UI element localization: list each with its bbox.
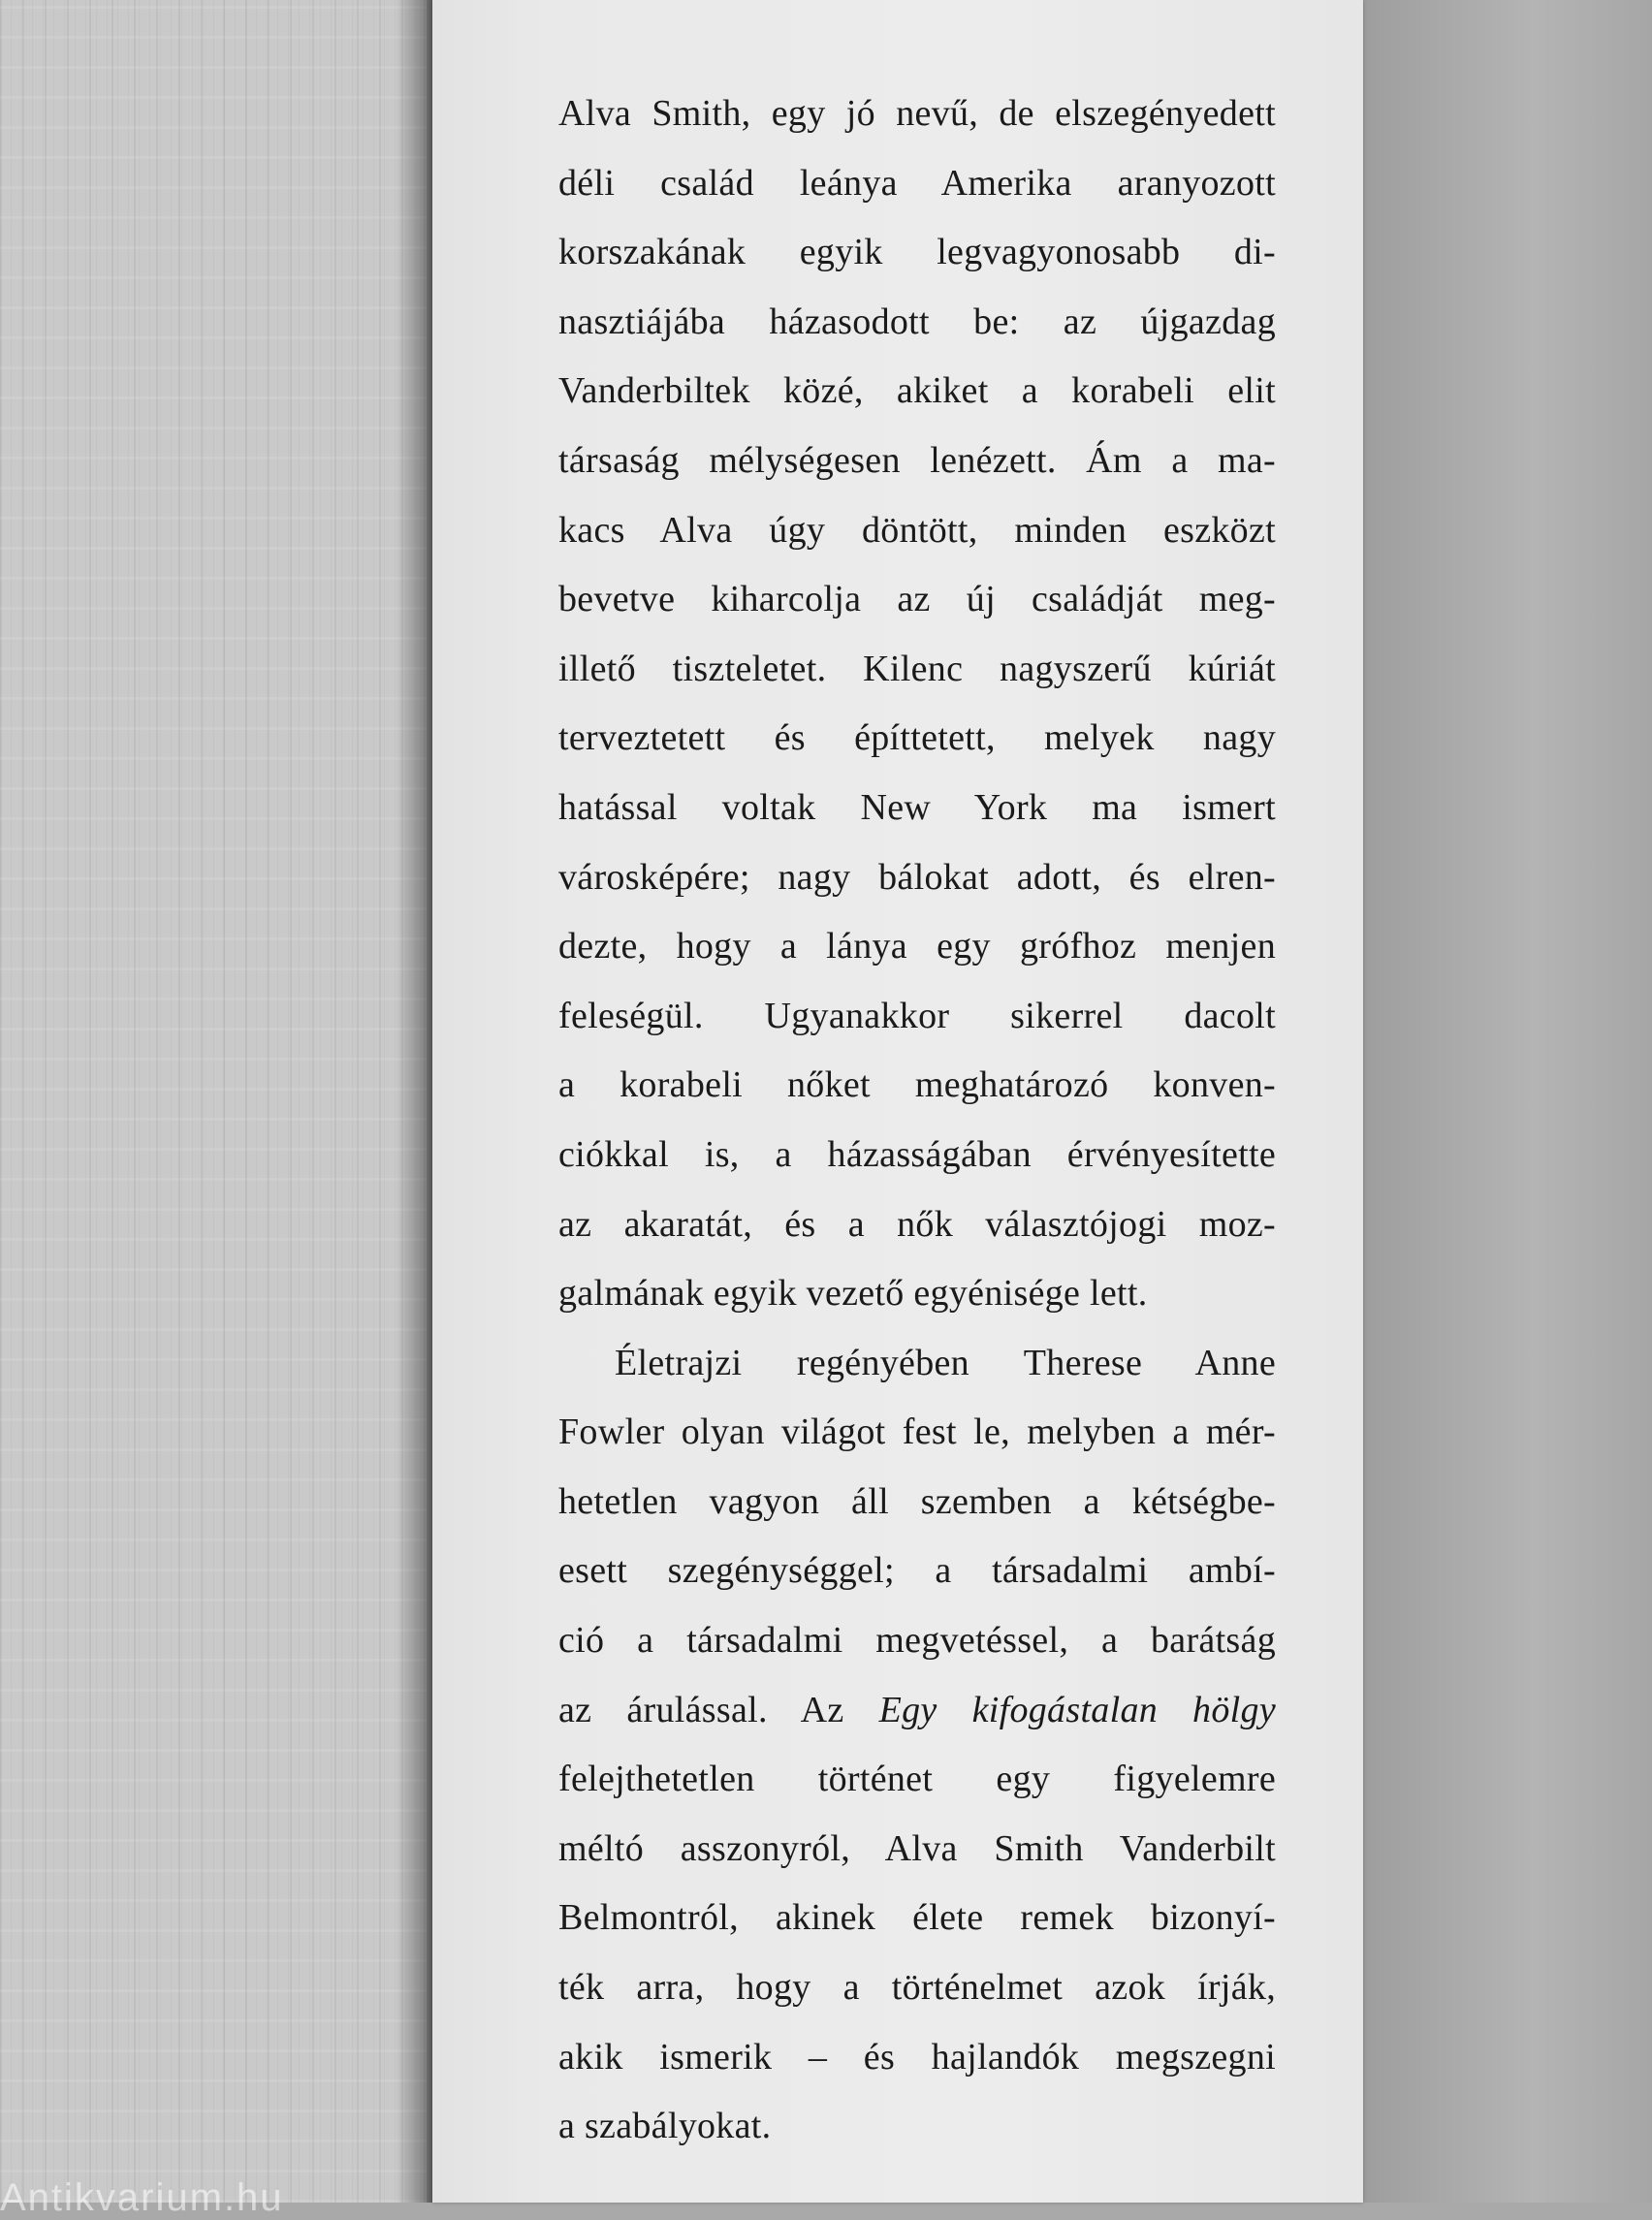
paragraph-2 <box>558 1329 1276 2162</box>
book-title: Egy kifogástalan hölgy <box>878 1689 1276 1730</box>
text-line: déli család leánya Amerika aranyozott <box>558 162 1276 204</box>
text-line: dezte, hogy a lánya egy grófhoz menjen <box>558 926 1276 967</box>
text-line: Belmontról, akinek élete remek bizonyí- <box>558 1897 1276 1939</box>
text-line: korszakának egyik legvagyonosabb di- <box>558 232 1276 273</box>
text-line: ciókkal is, a házasságában érvényesítette <box>558 1133 1276 1175</box>
text-line: városképére; nagy bálokat adott, és elren- <box>558 856 1276 898</box>
text-fragment: az árulással. Az <box>558 1689 879 1730</box>
text-line: galmának egyik vezető egyénisége lett. <box>558 1273 1148 1315</box>
text-line: hetetlen vagyon áll szemben a kétségbe- <box>558 1480 1276 1522</box>
text-line: hatással voltak New York ma ismert <box>558 786 1276 828</box>
text-line: esett szegénységgel; a társadalmi ambí- <box>558 1550 1276 1592</box>
text-line: ték arra, hogy a történelmet azok írják, <box>558 1967 1276 2009</box>
paragraph-1 <box>558 79 1276 1329</box>
text-line: felejthetetlen történet egy figyelemre <box>558 1759 1276 1800</box>
text-line: az akaratát, és a nők választójogi moz- <box>558 1203 1276 1245</box>
text-line: kacs Alva úgy döntött, minden eszközt <box>558 509 1276 551</box>
text-line: feleségül. Ugyanakkor sikerrel dacolt <box>558 995 1276 1036</box>
text-line: illető tiszteletet. Kilenc nagyszerű kúriát <box>558 648 1276 689</box>
text-line: Alva Smith, egy jó nevű, de elszegényedett <box>558 93 1276 134</box>
text-line: Életrajzi regényében Therese Anne <box>615 1342 1276 1383</box>
text-line: Fowler olyan világot fest le, melyben a mér- <box>558 1411 1276 1453</box>
text-line: a korabeli nőket meghatározó konven- <box>558 1064 1276 1106</box>
text-line: méltó asszonyról, Alva Smith Vanderbilt <box>558 1827 1276 1869</box>
text-line: a szabályokat. <box>558 2106 772 2147</box>
text-line: nasztiájába házasodott be: az újgazdag <box>558 301 1276 342</box>
text-line: társaság mélységesen lenézett. Ám a ma- <box>558 439 1276 481</box>
left-book-cover <box>0 0 427 2203</box>
text-line: akik ismerik – és hajlandók megszegni <box>558 2036 1276 2077</box>
blurb-text <box>558 79 1276 2162</box>
book-flap-page <box>432 0 1363 2203</box>
text-line: bevetve kiharcolja az új családját meg- <box>558 579 1276 620</box>
text-line: Vanderbiltek közé, akiket a korabeli elit <box>558 370 1276 412</box>
text-line-with-title <box>558 1676 1276 1746</box>
text-line: terveztetett és építtetett, melyek nagy <box>558 717 1276 759</box>
text-line: ció a társadalmi megvetéssel, a barátság <box>558 1620 1276 1662</box>
watermark: Antikvarium.hu <box>0 2176 284 2219</box>
right-background <box>1357 0 1652 2203</box>
